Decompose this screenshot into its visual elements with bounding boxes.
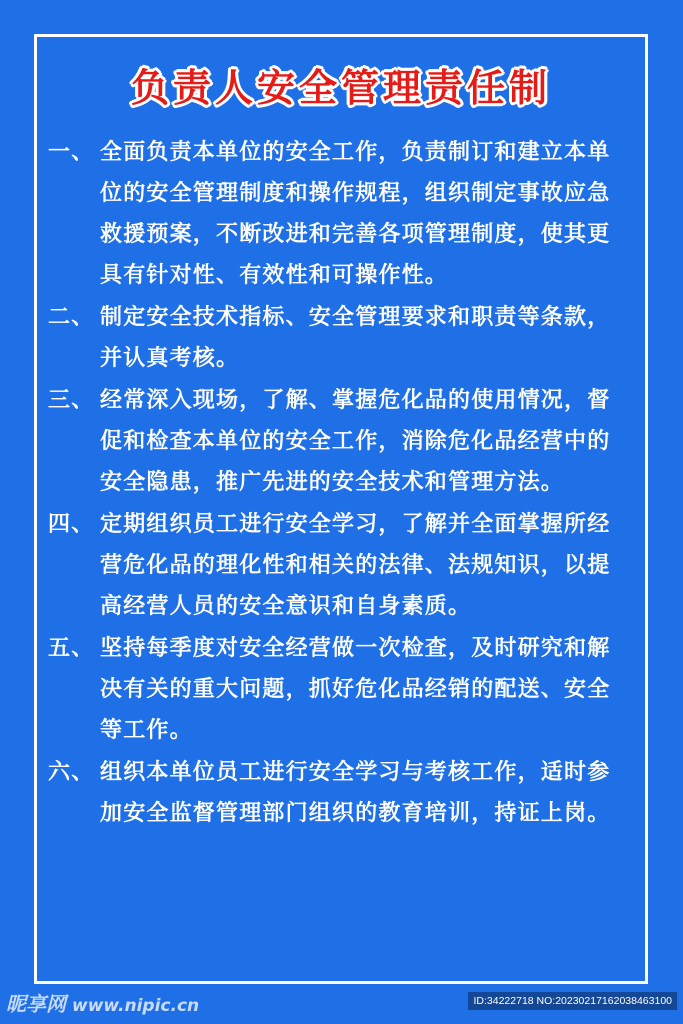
site-watermark — [6, 988, 199, 1017]
item-text: 组织本单位员工进行安全学习与考核工作，适时参加安全监督管理部门组织的教育培训，持证上岗。 — [100, 760, 611, 826]
list-item — [48, 752, 628, 834]
responsibility-list — [48, 132, 628, 834]
item-text: 制定安全技术指标、安全管理要求和职责等条款，并认真考核。 — [100, 305, 611, 371]
watermark-url: www.nipic.cn — [72, 996, 200, 1016]
item-text: 全面负责本单位的安全工作，负责制订和建立本单位的安全管理制度和操作规程，组织制定事故应急救援预案，不断改进和完善各项管理制度，使其更具有针对性、有效性和可操作性。 — [100, 140, 611, 288]
list-item — [48, 297, 628, 379]
item-number: 四、 — [48, 512, 95, 537]
item-number: 五、 — [48, 636, 95, 661]
item-number: 一、 — [48, 140, 95, 165]
image-id-label: ID:34222718 NO:20230217162038463100 — [468, 992, 677, 1010]
item-number: 三、 — [48, 388, 95, 413]
item-text: 经常深入现场，了解、掌握危化品的使用情况，督促和检查本单位的安全工作，消除危化品经营中的安全隐患，推广先进的安全技术和管理方法。 — [100, 388, 611, 495]
item-number: 六、 — [48, 760, 95, 785]
item-text: 坚持每季度对安全经营做一次检查，及时研究和解决有关的重大问题，抓好危化品经销的配送、安全等工作。 — [100, 636, 611, 743]
item-number: 二、 — [48, 305, 95, 330]
poster-title: 负责人安全管理责任制 — [130, 66, 551, 110]
list-item — [48, 380, 628, 503]
list-item — [48, 132, 628, 296]
list-item — [48, 504, 628, 627]
item-text: 定期组织员工进行安全学习，了解并全面掌握所经营危化品的理化性和相关的法律、法规知识，以提高经营人员的安全意识和自身素质。 — [100, 512, 611, 619]
watermark-brand: 昵享网 — [6, 992, 66, 1016]
list-item — [48, 628, 628, 751]
